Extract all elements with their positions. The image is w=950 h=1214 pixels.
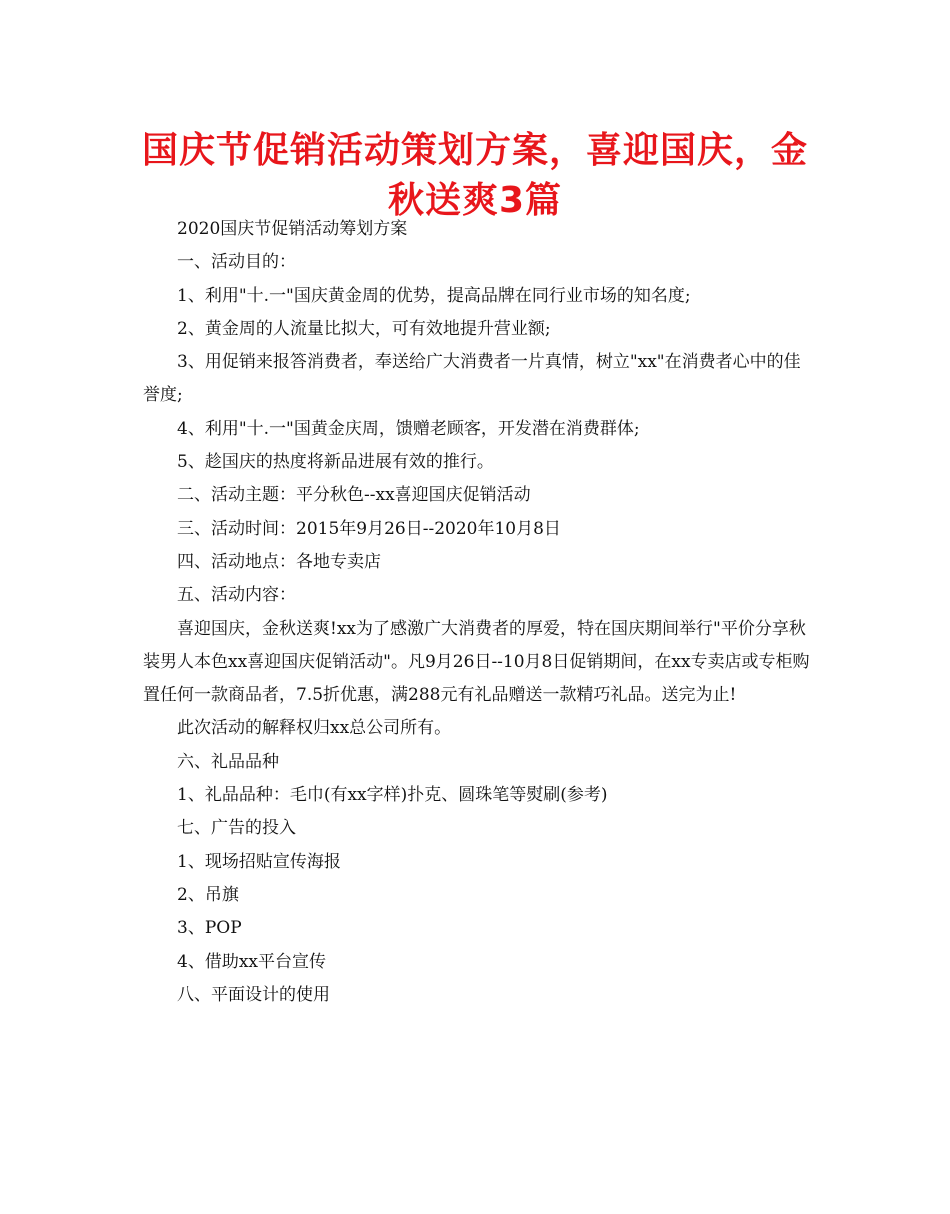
paragraph-advertising-3: 3、POP <box>177 918 242 939</box>
heading-content: 五、活动内容： <box>177 585 296 606</box>
heading-time: 三、活动时间：2015年9月26日--2020年10月8日 <box>177 518 561 539</box>
paragraph-purpose-5: 5、趁国庆的热度将新品进展有效的推行。 <box>177 452 494 473</box>
heading-advertising: 七、广告的投入 <box>177 818 296 839</box>
document-body <box>143 213 813 1012</box>
paragraph-advertising-4: 4、借助xx平台宣传 <box>177 951 326 972</box>
paragraph-rights: 此次活动的解释权归xx总公司所有。 <box>177 718 452 739</box>
paragraph-purpose-2: 2、黄金周的人流量比拟大，可有效地提升营业额; <box>177 318 551 339</box>
paragraph-advertising-1: 1、现场招贴宣传海报 <box>177 851 341 872</box>
heading-location: 四、活动地点：各地专卖店 <box>177 551 381 572</box>
heading-gifts: 六、礼品品种 <box>177 751 279 772</box>
paragraph-purpose-1: 1、利用"十.一"国庆黄金周的优势，提高品牌在同行业市场的知名度; <box>177 285 691 306</box>
paragraph-gifts-1: 1、礼品品种：毛巾(有xx字样)扑克、圆珠笔等熨刷(参考) <box>177 785 608 806</box>
paragraph-purpose-3: 3、用促销来报答消费者，奉送给广大消费者一片真情，树立"xx"在消费者心中的佳誉度; <box>143 352 801 406</box>
heading-theme: 二、活动主题：平分秋色--xx喜迎国庆促销活动 <box>177 485 531 506</box>
paragraph-content: 喜迎国庆，金秋送爽!xx为了感激广大消费者的厚爱，特在国庆期间举行"平价分享秋装男人本色xx喜迎国庆促销活动"。凡9月26日--10月8日促销期间，在xx专卖店或专柜购置任何一款商品者，7.5折优惠，满288元有礼品赠送一款精巧礼品。送完为止! <box>143 618 810 706</box>
paragraph-purpose-4: 4、利用"十.一"国黄金庆周，馈赠老顾客，开发潜在消费群体; <box>177 418 640 439</box>
paragraph-plan-name: 2020国庆节促销活动筹划方案 <box>177 219 408 239</box>
heading-graphic-design: 八、平面设计的使用 <box>177 984 330 1005</box>
document-title: 国庆节促销活动策划方案，喜迎国庆，金秋送爽3篇 <box>141 130 808 221</box>
paragraph-advertising-2: 2、吊旗 <box>177 884 239 905</box>
heading-purpose: 一、活动目的： <box>177 252 296 273</box>
